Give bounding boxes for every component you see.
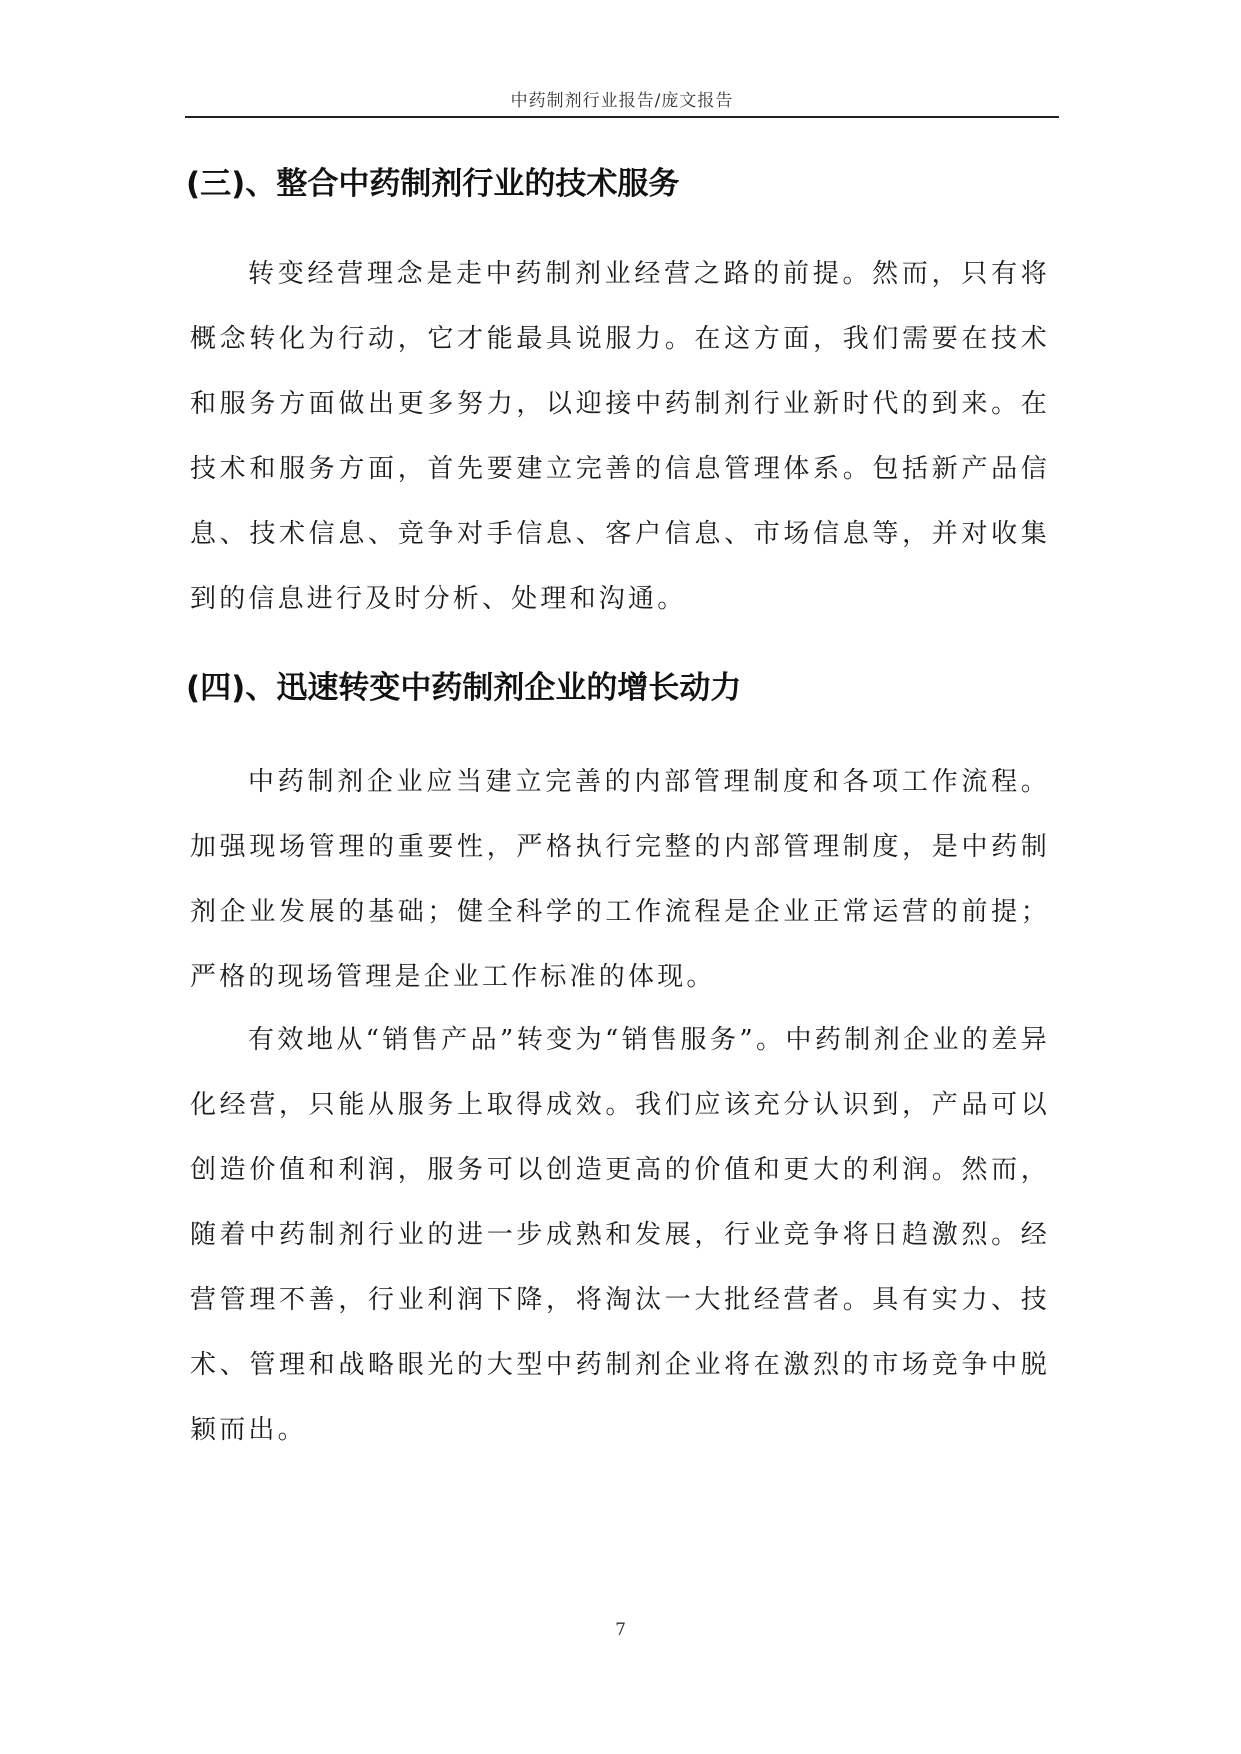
section-heading-4: (四)、迅速转变中药制剂企业的增长动力: [186, 670, 742, 706]
section-3-paragraph-1: 转变经营理念是走中药制剂业经营之路的前提。然而，只有将概念转化为行动，它才能最具说服力。在这方面，我们需要在技术和服务方面做出更多努力，以迎接中药制剂行业新时代的到来。在技术和服务方面，首先要建立完善的信息管理体系。包括新产品信息、技术信息、竞争对手信息、客户信息、市场信息等，并对收集到的信息进行及时分析、处理和沟通。: [190, 259, 1050, 614]
header-divider: [185, 116, 1059, 118]
section-4-paragraph-2: 有效地从“销售产品”转变为“销售服务”。中药制剂企业的差异化经营，只能从服务上取得成效。我们应该充分认识到，产品可以创造价值和利润，服务可以创造更高的价值和更大的利润。然而，随着中药制剂行业的进一步成熟和发展，行业竞争将日趋激烈。经营管理不善，行业利润下降，将淘汰一大批经营者。具有实力、技术、管理和战略眼光的大型中药制剂企业将在激烈的市场竞争中脱颖而出。: [190, 1025, 1050, 1445]
section-4-paragraph-1: 中药制剂企业应当建立完善的内部管理制度和各项工作流程。加强现场管理的重要性，严格执行完整的内部管理制度，是中药制剂企业发展的基础；健全科学的工作流程是企业正常运营的前提；严格的现场管理是企业工作标准的体现。: [190, 767, 1050, 992]
running-header: 中药制剂行业报告/庞文报告: [510, 91, 734, 111]
page-number: 7: [615, 1620, 626, 1640]
section-heading-3: (三)、整合中药制剂行业的技术服务: [186, 166, 680, 202]
